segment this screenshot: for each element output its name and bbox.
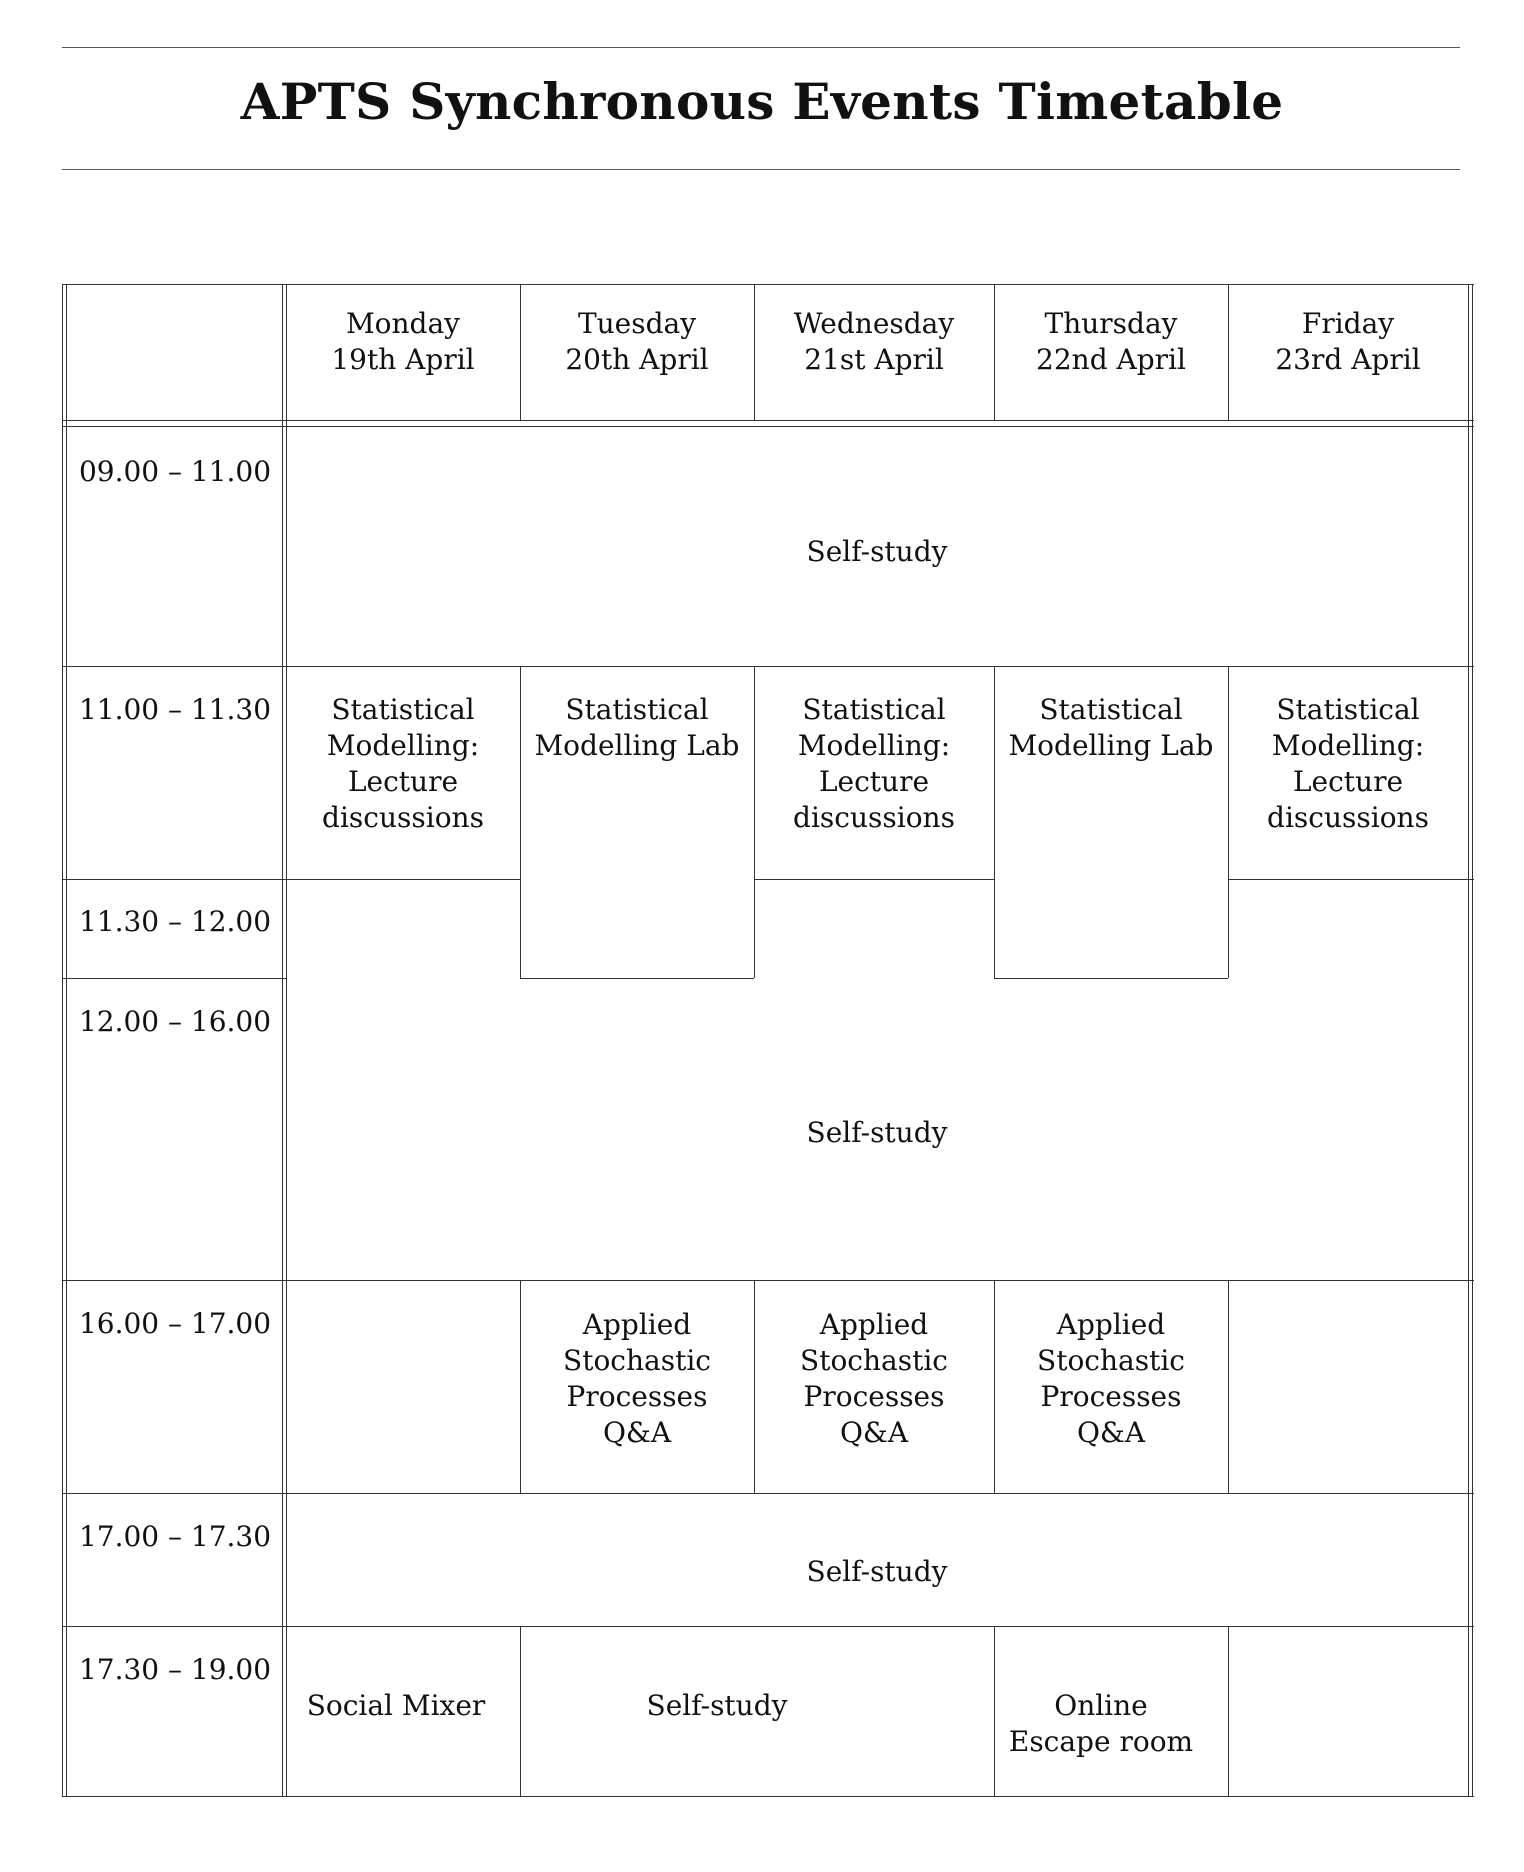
session-lecture-discussions-friday: Statistical Modelling: Lecture discussions xyxy=(1267,693,1429,834)
grid-line xyxy=(754,879,994,880)
session-stochastic-qa-thursday: Applied Stochastic Processes Q&A xyxy=(1037,1308,1185,1449)
day-name: Monday xyxy=(345,307,460,340)
bottom-rule xyxy=(62,169,1460,170)
time-slot-label: 11.30 – 12.00 xyxy=(78,905,272,938)
session-stochastic-qa-wednesday: Applied Stochastic Processes Q&A xyxy=(800,1308,948,1449)
time-slot-label: 17.00 – 17.30 xyxy=(78,1520,272,1553)
grid-line xyxy=(520,978,754,979)
grid-line xyxy=(62,1493,1474,1494)
day-header-friday xyxy=(1228,306,1468,378)
grid-line xyxy=(62,284,1474,285)
time-slot-label: 12.00 – 16.00 xyxy=(78,1005,272,1038)
day-date: 21st April xyxy=(804,343,944,376)
grid-line xyxy=(994,978,1228,979)
time-slot-label: 11.00 – 11.30 xyxy=(78,693,272,726)
day-date: 20th April xyxy=(565,343,709,376)
time-slot-label: 09.00 – 11.00 xyxy=(78,455,272,488)
grid-line xyxy=(66,284,67,1796)
day-date: 23rd April xyxy=(1275,343,1421,376)
session-modelling-lab-thursday: Statistical Modelling Lab xyxy=(1008,693,1214,762)
grid-line xyxy=(62,879,286,880)
grid-line xyxy=(62,1796,1474,1797)
day-name: Friday xyxy=(1301,307,1395,340)
day-header-thursday xyxy=(994,306,1228,378)
top-rule xyxy=(62,47,1460,48)
session-lecture-discussions-monday: Statistical Modelling: Lecture discussions xyxy=(322,693,484,834)
day-date: 22nd April xyxy=(1036,343,1186,376)
day-date: 19th April xyxy=(331,343,475,376)
day-header-monday xyxy=(286,306,520,378)
session-escape-room: Online Escape room xyxy=(1008,1689,1194,1758)
grid-line xyxy=(1228,1626,1229,1796)
time-slot-label: 17.30 – 19.00 xyxy=(78,1653,272,1686)
day-name: Thursday xyxy=(1044,307,1178,340)
grid-line xyxy=(282,284,283,1796)
grid-line xyxy=(62,1626,1474,1627)
session-modelling-lab-tuesday: Statistical Modelling Lab xyxy=(534,693,740,762)
day-header-tuesday xyxy=(520,306,754,378)
grid-line xyxy=(1228,879,1474,880)
session-stochastic-qa-tuesday: Applied Stochastic Processes Q&A xyxy=(563,1308,711,1449)
session-self-study: Self-study xyxy=(646,1689,788,1722)
page-title: APTS Synchronous Events Timetable xyxy=(240,72,1284,131)
grid-line xyxy=(1468,284,1469,1796)
grid-line xyxy=(286,879,520,880)
grid-line xyxy=(62,284,63,1796)
grid-line xyxy=(62,426,1474,427)
grid-line xyxy=(62,1280,1474,1281)
day-name: Wednesday xyxy=(793,307,955,340)
grid-line xyxy=(1472,284,1473,1796)
grid-line xyxy=(62,666,1474,667)
day-header-wednesday xyxy=(754,306,994,378)
session-self-study: Self-study xyxy=(806,1555,948,1588)
grid-line xyxy=(1228,1280,1229,1493)
session-self-study: Self-study xyxy=(806,1116,948,1149)
session-self-study: Self-study xyxy=(806,535,948,568)
session-lecture-discussions-wednesday: Statistical Modelling: Lecture discussions xyxy=(793,693,955,834)
session-social-mixer: Social Mixer xyxy=(306,1689,486,1722)
grid-line xyxy=(62,420,1474,421)
day-name: Tuesday xyxy=(577,307,697,340)
time-slot-label: 16.00 – 17.00 xyxy=(78,1307,272,1340)
grid-line xyxy=(62,978,286,979)
